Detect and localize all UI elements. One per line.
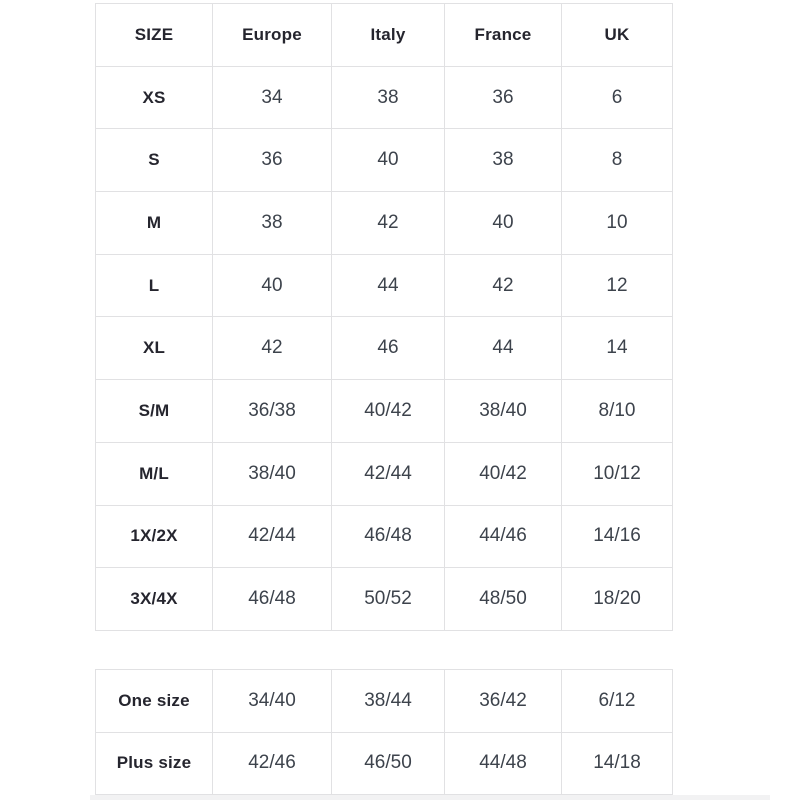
value-cell: 18/20: [562, 568, 673, 631]
value-cell: 10/12: [562, 442, 673, 505]
value-cell: 40: [332, 129, 445, 192]
value-cell: 42/44: [213, 505, 332, 568]
size-cell: M: [96, 192, 213, 255]
value-cell: 44: [445, 317, 562, 380]
value-cell: 36/38: [213, 380, 332, 443]
size-cell: S/M: [96, 380, 213, 443]
value-cell: 46/48: [332, 505, 445, 568]
value-cell: 38: [213, 192, 332, 255]
value-cell: 46/48: [213, 568, 332, 631]
value-cell: 6/12: [562, 669, 673, 732]
header-cell-france: France: [445, 4, 562, 67]
value-cell: 44: [332, 254, 445, 317]
value-cell: 38/40: [213, 442, 332, 505]
value-cell: 36/42: [445, 669, 562, 732]
value-cell: 42: [213, 317, 332, 380]
value-cell: 14: [562, 317, 673, 380]
value-cell: 36: [213, 129, 332, 192]
size-cell: XL: [96, 317, 213, 380]
table-row: [96, 505, 673, 568]
special-sizes-table: [95, 669, 673, 795]
header-cell-uk: UK: [562, 4, 673, 67]
value-cell: 8: [562, 129, 673, 192]
table-row: [96, 568, 673, 631]
value-cell: 34: [213, 66, 332, 129]
value-cell: 40/42: [332, 380, 445, 443]
table-row: [96, 254, 673, 317]
size-chart-page: [95, 3, 673, 795]
table-row: [96, 669, 673, 732]
table-row: [96, 380, 673, 443]
value-cell: 14/18: [562, 732, 673, 795]
size-cell: S: [96, 129, 213, 192]
size-cell: Plus size: [96, 732, 213, 795]
size-cell: XS: [96, 66, 213, 129]
value-cell: 42: [332, 192, 445, 255]
table-row: [96, 66, 673, 129]
value-cell: 38: [445, 129, 562, 192]
value-cell: 40/42: [445, 442, 562, 505]
value-cell: 44/48: [445, 732, 562, 795]
value-cell: 42/44: [332, 442, 445, 505]
size-cell: One size: [96, 669, 213, 732]
header-cell-italy: Italy: [332, 4, 445, 67]
size-cell: 3X/4X: [96, 568, 213, 631]
header-cell-europe: Europe: [213, 4, 332, 67]
size-cell: L: [96, 254, 213, 317]
value-cell: 12: [562, 254, 673, 317]
header-cell-size: SIZE: [96, 4, 213, 67]
table-header-row: [96, 4, 673, 67]
value-cell: 42: [445, 254, 562, 317]
value-cell: 14/16: [562, 505, 673, 568]
value-cell: 38/40: [445, 380, 562, 443]
table-row: [96, 192, 673, 255]
value-cell: 38: [332, 66, 445, 129]
value-cell: 6: [562, 66, 673, 129]
table-row: [96, 442, 673, 505]
value-cell: 40: [213, 254, 332, 317]
value-cell: 48/50: [445, 568, 562, 631]
value-cell: 36: [445, 66, 562, 129]
table-row: [96, 317, 673, 380]
value-cell: 38/44: [332, 669, 445, 732]
value-cell: 46: [332, 317, 445, 380]
size-conversion-table: [95, 3, 673, 631]
value-cell: 8/10: [562, 380, 673, 443]
size-cell: M/L: [96, 442, 213, 505]
size-cell: 1X/2X: [96, 505, 213, 568]
table-row: [96, 732, 673, 795]
value-cell: 40: [445, 192, 562, 255]
value-cell: 46/50: [332, 732, 445, 795]
value-cell: 42/46: [213, 732, 332, 795]
value-cell: 50/52: [332, 568, 445, 631]
value-cell: 44/46: [445, 505, 562, 568]
value-cell: 10: [562, 192, 673, 255]
bottom-strip: [90, 795, 770, 800]
value-cell: 34/40: [213, 669, 332, 732]
table-row: [96, 129, 673, 192]
